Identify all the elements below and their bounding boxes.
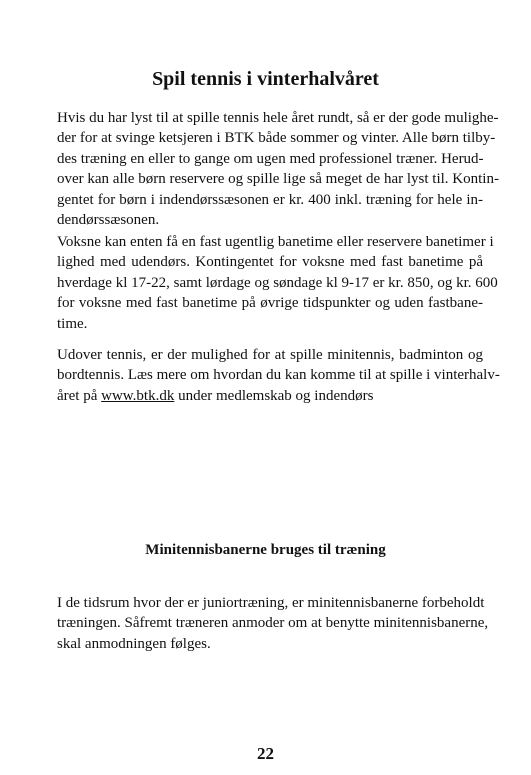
- text-line: [57, 386, 483, 406]
- text-line: I de tidsrum hvor der er juniortræning, er minitennisbanerne forbeholdt: [57, 595, 485, 611]
- paragraph-minitennis-training: [57, 593, 489, 654]
- text-line: Hvis du har lyst til at spille tennis hele året rundt, så er der gode mulighe-: [57, 110, 499, 126]
- text-line: dendørssæsonen.: [57, 212, 160, 229]
- btk-website-link[interactable]: www.btk.dk: [101, 387, 175, 404]
- text-line: Udover tennis, er der mulighed for at spille minitennis, badminton og: [57, 347, 483, 363]
- section-heading: Minitennisbanerne bruges til træning: [145, 542, 386, 558]
- page-number: 22: [257, 744, 274, 763]
- text-line: lighed med udendørs. Kontingentet for voksne med fast banetime på: [57, 254, 483, 271]
- text-line: over kan alle børn reservere og spille lige så meget de har lyst til. Kontin-: [57, 171, 499, 188]
- text-line: skal anmodningen følges.: [57, 635, 211, 652]
- text-line: hverdage kl 17-22, samt lørdage og søndage kl 9-17 er kr. 850, og kr. 600: [57, 274, 498, 291]
- paragraph-adult-membership: [57, 232, 498, 334]
- paragraph-children-training: [57, 108, 499, 230]
- paragraph-other-sports: [57, 345, 500, 406]
- text-line: gentet for børn i indendørssæsonen er kr. 400 inkl. træning for hele in-: [57, 191, 483, 208]
- text-line: træningen. Såfremt træneren anmoder om at benytte minitennisbanerne,: [57, 615, 489, 632]
- text-line: bordtennis. Læs mere om hvordan du kan komme til at spille i vinterhalv-: [57, 367, 500, 384]
- text-fragment: under medlemskab og indendørs: [174, 387, 374, 404]
- text-line: des træning en eller to gange om ugen med professionel træner. Herud-: [57, 150, 484, 167]
- text-line: for voksne med fast banetime på øvrige tidspunkter og uden fastbane-: [57, 295, 483, 312]
- text-line: Voksne kan enten få en fast ugentlig banetime eller reservere banetimer i: [57, 234, 494, 250]
- text-fragment: året på: [57, 387, 102, 404]
- page-title: Spil tennis i vinterhalvåret: [152, 68, 379, 90]
- text-line: der for at svinge ketsjeren i BTK både sommer og vinter. Alle børn tilby-: [57, 130, 496, 147]
- text-line: time.: [57, 315, 88, 332]
